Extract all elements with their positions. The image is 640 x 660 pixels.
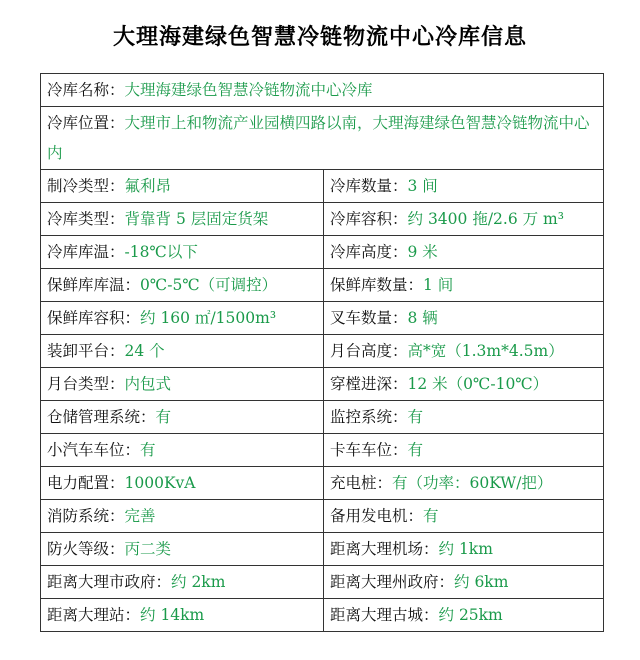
table-cell — [324, 269, 604, 302]
field-value: 12 米（0℃-10℃） — [407, 375, 549, 393]
table-row — [41, 566, 604, 599]
field-value: 有 — [407, 441, 424, 459]
table-cell — [41, 302, 324, 335]
field-label: 装卸平台： — [47, 342, 125, 360]
field-label: 消防系统： — [47, 507, 125, 525]
table-cell — [324, 500, 604, 533]
field-label: 冷库数量： — [330, 177, 408, 195]
table-cell — [324, 533, 604, 566]
table-cell — [41, 401, 324, 434]
field-label: 监控系统： — [330, 408, 408, 426]
field-value: 大理市上和物流产业园横四路以南，大理海建绿色智慧冷链物流中心内 — [47, 114, 590, 162]
field-label: 距离大理市政府： — [47, 573, 172, 591]
table-cell — [324, 236, 604, 269]
table-row — [41, 107, 604, 170]
table-row — [41, 368, 604, 401]
table-cell — [324, 368, 604, 401]
table-cell — [41, 269, 324, 302]
field-label: 卡车车位： — [330, 441, 408, 459]
field-value: 氟利昂 — [124, 177, 172, 195]
field-label: 保鲜库库温： — [47, 276, 141, 294]
field-label: 备用发电机： — [330, 507, 424, 525]
field-label: 防火等级： — [47, 540, 125, 558]
table-row — [41, 401, 604, 434]
field-label: 仓储管理系统： — [47, 408, 156, 426]
field-label: 距离大理站： — [47, 606, 141, 624]
field-value: 9 米 — [407, 243, 438, 261]
table-cell — [41, 533, 324, 566]
table-cell — [41, 203, 324, 236]
document-title: 大理海建绿色智慧冷链物流中心冷库信息 — [112, 25, 527, 50]
field-value: 约 160 ㎡/1500m³ — [140, 309, 277, 327]
info-table-body — [41, 74, 604, 632]
cold-storage-info-table — [40, 73, 604, 632]
table-row — [41, 335, 604, 368]
field-label: 叉车数量： — [330, 309, 408, 327]
field-value: 有 — [423, 507, 439, 525]
field-value: 约 2km — [171, 573, 226, 591]
table-cell — [324, 566, 604, 599]
table-cell — [41, 335, 324, 368]
table-cell — [324, 401, 604, 434]
table-cell — [324, 302, 604, 335]
table-cell — [41, 434, 324, 467]
field-label: 制冷类型： — [47, 177, 125, 195]
table-row — [41, 74, 604, 107]
field-value: 约 6km — [454, 573, 509, 591]
table-row — [41, 269, 604, 302]
field-value: 丙二类 — [124, 540, 172, 558]
field-value: 0℃-5℃（可调控） — [140, 276, 278, 294]
table-cell — [324, 467, 604, 500]
field-value: -18℃以下 — [124, 243, 198, 261]
field-value: 完善 — [124, 507, 156, 525]
field-value: 约 14km — [140, 606, 205, 624]
table-cell — [41, 566, 324, 599]
table-cell — [41, 500, 324, 533]
field-value: 高*宽（1.3m*4.5m） — [407, 342, 564, 360]
table-cell — [324, 599, 604, 632]
field-value: 3 间 — [407, 177, 438, 195]
field-value: 约 1km — [438, 540, 493, 558]
table-cell — [41, 467, 324, 500]
table-row — [41, 236, 604, 269]
field-value: 背靠背 5 层固定货架 — [124, 210, 269, 228]
table-cell — [324, 335, 604, 368]
table-row — [41, 203, 604, 236]
field-label: 冷库位置： — [47, 114, 125, 132]
field-label: 小汽车车位： — [47, 441, 141, 459]
field-value: 24 个 — [124, 342, 165, 360]
field-label: 冷库类型： — [47, 210, 125, 228]
field-label: 距离大理州政府： — [330, 573, 455, 591]
table-cell — [41, 74, 604, 107]
table-cell — [41, 236, 324, 269]
field-value: 1000KvA — [124, 474, 196, 492]
field-value: 约 25km — [438, 606, 503, 624]
field-label: 距离大理机场： — [330, 540, 439, 558]
table-cell — [41, 170, 324, 203]
field-value: 大理海建绿色智慧冷链物流中心冷库 — [124, 81, 373, 99]
table-row — [41, 170, 604, 203]
table-row — [41, 533, 604, 566]
table-cell — [41, 368, 324, 401]
field-value: 1 间 — [423, 276, 454, 294]
field-label: 冷库高度： — [330, 243, 408, 261]
field-label: 充电桩： — [330, 474, 393, 492]
table-cell — [324, 170, 604, 203]
field-label: 冷库库温： — [47, 243, 125, 261]
field-value: 内包式 — [124, 375, 172, 393]
table-row — [41, 599, 604, 632]
table-row — [41, 434, 604, 467]
field-value: 有 — [140, 441, 156, 459]
field-label: 保鲜库容积： — [47, 309, 141, 327]
table-cell — [41, 107, 604, 170]
field-label: 月台类型： — [47, 375, 125, 393]
field-label: 保鲜库数量： — [330, 276, 424, 294]
field-label: 冷库名称： — [47, 81, 125, 99]
table-row — [41, 500, 604, 533]
field-value: 约 3400 拖/2.6 万 m³ — [407, 210, 564, 228]
field-label: 穿樘进深： — [330, 375, 408, 393]
field-label: 距离大理古城： — [330, 606, 439, 624]
field-label: 月台高度： — [330, 342, 408, 360]
table-row — [41, 467, 604, 500]
table-cell — [324, 434, 604, 467]
table-cell — [324, 203, 604, 236]
table-cell — [41, 599, 324, 632]
field-label: 电力配置： — [47, 474, 125, 492]
field-value: 有 — [155, 408, 172, 426]
table-row — [41, 302, 604, 335]
field-value: 8 辆 — [407, 309, 438, 327]
field-label: 冷库容积： — [330, 210, 408, 228]
field-value: 有 — [407, 408, 424, 426]
field-value: 有（功率：60KW/把） — [392, 474, 553, 492]
